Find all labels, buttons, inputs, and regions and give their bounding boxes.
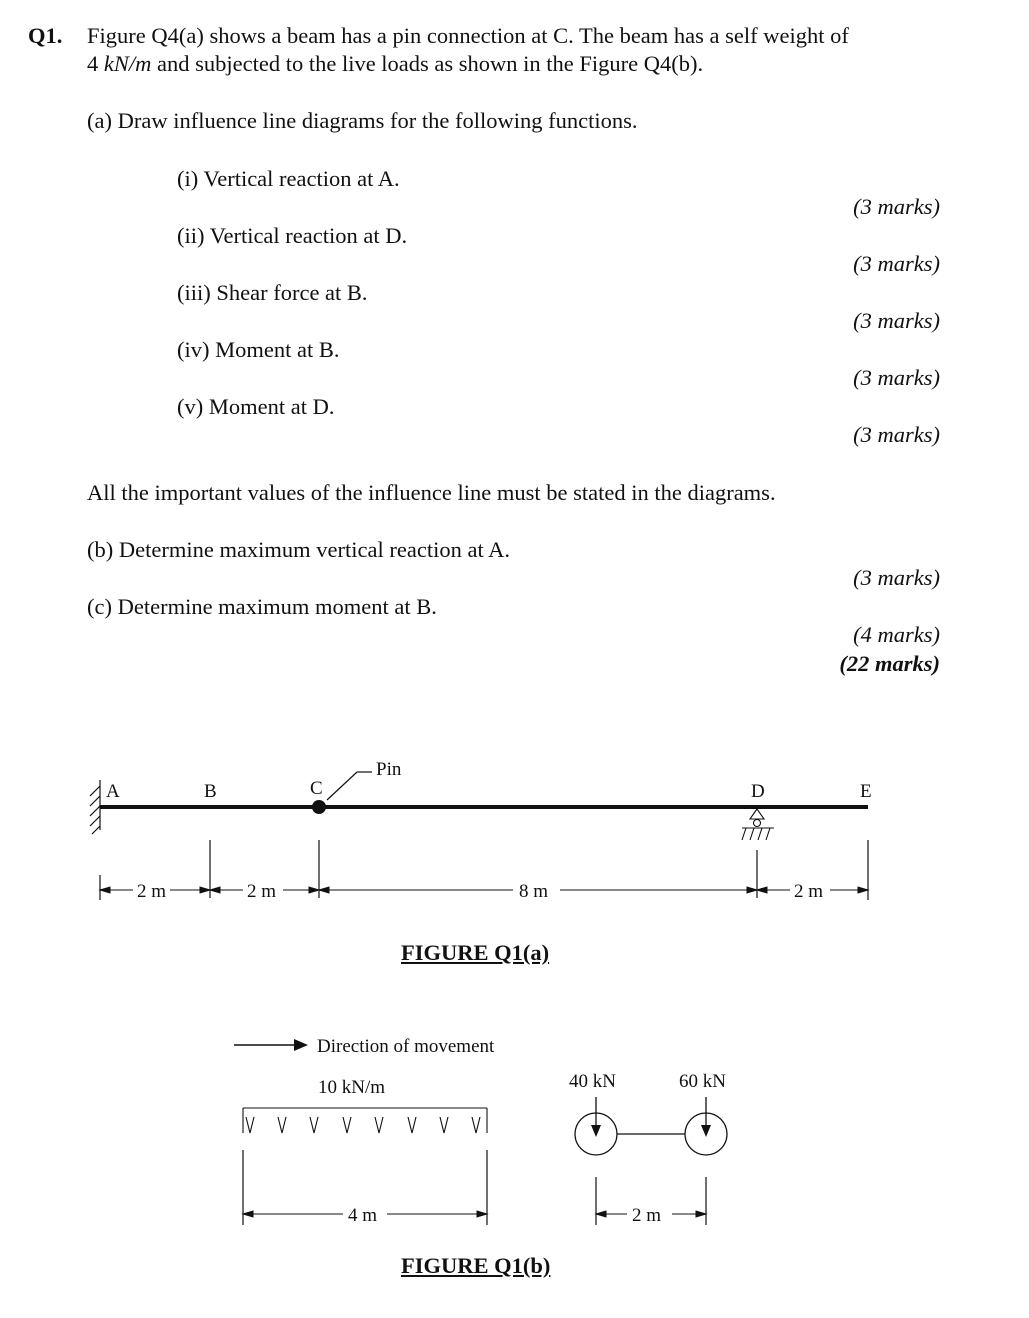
self-weight-value: 4 (87, 51, 104, 76)
udl-arrows (243, 1108, 487, 1133)
load-60kn-label: 60 kN (679, 1071, 726, 1092)
axle-spacing-label: 2 m (632, 1205, 662, 1226)
direction-arrowhead (294, 1039, 308, 1051)
part-a-note: All the important values of the influence line must be stated in the diagrams. (87, 480, 776, 505)
part-a-item-3-marks: (3 marks) (853, 308, 940, 333)
dimension-lines (100, 887, 868, 893)
figure-q1a-beam-diagram (0, 750, 1029, 930)
question-intro-line1: Figure Q4(a) shows a beam has a pin connection at C. The beam has a self weight of (87, 23, 849, 48)
udl-length-label: 4 m (348, 1205, 378, 1226)
figure-q1b-caption: FIGURE Q1(b) (401, 1253, 551, 1278)
pin-leader (327, 772, 357, 800)
part-a-item-5-marks: (3 marks) (853, 422, 940, 447)
point-d-label: D (751, 781, 765, 802)
figure-q1b-load-diagram (0, 1025, 1029, 1255)
part-b-marks: (3 marks) (853, 565, 940, 590)
span-de-label: 2 m (794, 881, 824, 902)
part-a-item-1: (i) Vertical reaction at A. (177, 166, 400, 191)
load-40kn-label: 40 kN (569, 1071, 616, 1092)
load-60kn-arrowhead (701, 1125, 711, 1137)
part-a-item-4: (iv) Moment at B. (177, 337, 340, 362)
question-intro-line2 (87, 50, 703, 78)
part-c-label: (c) Determine maximum moment at B. (87, 594, 437, 619)
part-c-marks: (4 marks) (853, 622, 940, 647)
fixed-support-hatch (90, 780, 100, 834)
total-marks: (22 marks) (839, 651, 940, 676)
point-a-label: A (106, 781, 120, 802)
point-c-label: C (310, 778, 323, 799)
part-a-item-5: (v) Moment at D. (177, 394, 335, 419)
span-ab-label: 2 m (137, 881, 167, 902)
point-b-label: B (204, 781, 217, 802)
direction-label: Direction of movement (317, 1036, 495, 1057)
part-a-item-2-marks: (3 marks) (853, 251, 940, 276)
part-a-item-4-marks: (3 marks) (853, 365, 940, 390)
self-weight-unit: kN/m (103, 51, 152, 76)
question-number: Q1. (28, 23, 63, 48)
part-a-heading: (a) Draw influence line diagrams for the following functions. (87, 108, 638, 133)
pin-joint-c (312, 800, 326, 814)
figure-q1a-caption: FIGURE Q1(a) (401, 940, 550, 965)
pin-label: Pin (376, 759, 402, 780)
point-e-label: E (860, 781, 872, 802)
span-bc-label: 2 m (247, 881, 277, 902)
udl-label: 10 kN/m (318, 1077, 386, 1098)
part-a-item-1-marks: (3 marks) (853, 194, 940, 219)
roller-support-d (742, 809, 774, 840)
intro-line2-rest: and subjected to the live loads as shown in the Figure Q4(b). (151, 51, 704, 76)
part-a-item-3: (iii) Shear force at B. (177, 280, 368, 305)
load-40kn-arrowhead (591, 1125, 601, 1137)
part-a-item-2: (ii) Vertical reaction at D. (177, 223, 408, 248)
span-cd-label: 8 m (519, 881, 549, 902)
part-b-label: (b) Determine maximum vertical reaction at A. (87, 537, 510, 562)
